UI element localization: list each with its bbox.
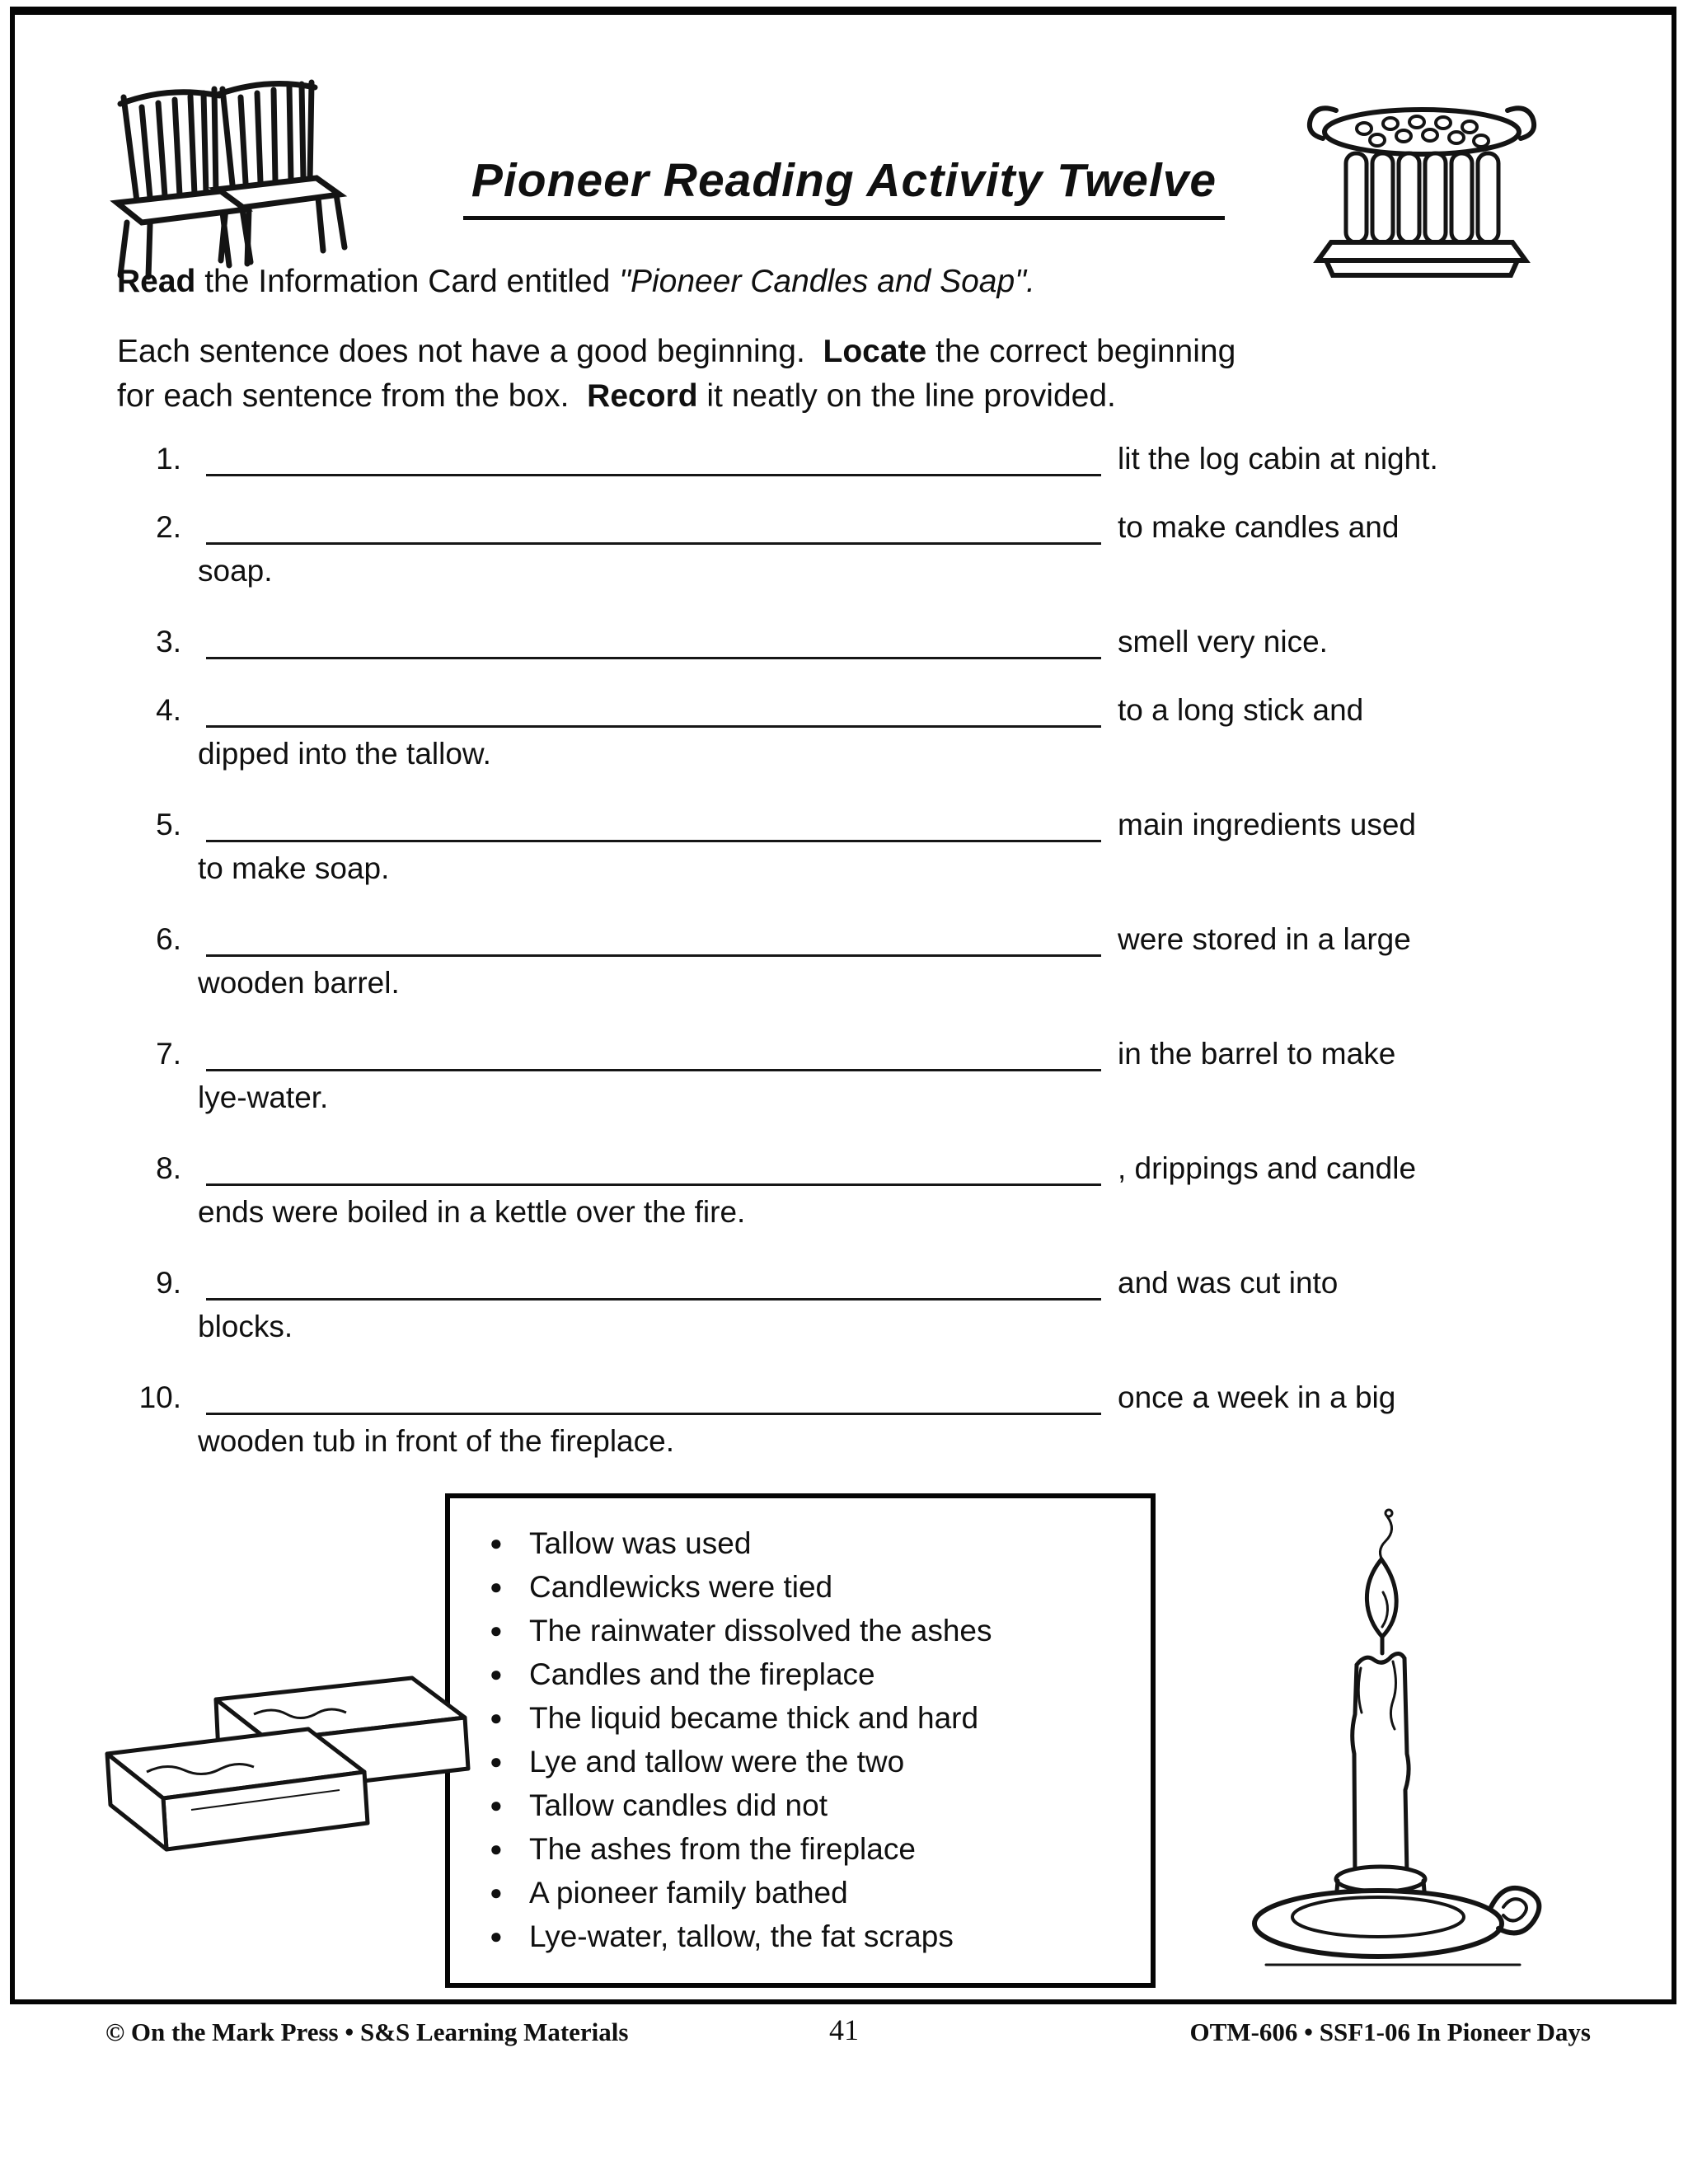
answer-option: The ashes from the fireplace [529, 1832, 916, 1866]
question-list [106, 437, 1663, 1490]
sentence-ending: , drippings and candle [1118, 1151, 1417, 1185]
page-title-text: Pioneer Reading Activity Twelve [463, 153, 1225, 220]
instruction-text: it neatly on the line provided. [697, 378, 1116, 414]
answer-blank-line [206, 508, 1101, 545]
answer-choices-box [445, 1493, 1156, 1988]
answer-blank-line [206, 920, 1101, 957]
list-item [490, 1827, 1136, 1871]
question-number: 7. [156, 1037, 181, 1071]
bullet-icon: ● [490, 1530, 503, 1555]
bullet-icon: ● [490, 1793, 503, 1817]
instruction-line-1 [117, 264, 1606, 300]
question-number: 10. [138, 1380, 181, 1414]
sentence-continuation: dipped into the tallow. [198, 737, 491, 771]
answer-option: Tallow candles did not [529, 1788, 828, 1822]
list-item [490, 1652, 1136, 1696]
card-title-italic: "Pioneer Candles and Soap". [619, 264, 1035, 299]
sentence-continuation: ends were boiled in a kettle over the fire. [198, 1195, 746, 1229]
list-item [490, 1783, 1136, 1827]
page-title [0, 153, 1688, 220]
bullet-icon: ● [490, 1924, 503, 1948]
question-number: 2. [156, 510, 181, 544]
list-item [490, 1565, 1136, 1609]
sentence-continuation: lye-water. [198, 1080, 329, 1114]
sentence-ending: once a week in a big [1118, 1380, 1396, 1414]
answer-option: Tallow was used [529, 1526, 752, 1560]
sentence-ending: to make candles and [1118, 510, 1400, 544]
answer-option: The liquid became thick and hard [529, 1701, 979, 1735]
answer-option: A pioneer family bathed [529, 1876, 848, 1910]
instruction-bold-record: Record [587, 378, 698, 414]
instruction-text: the Information Card entitled [195, 264, 620, 299]
answer-blank-line [206, 439, 1101, 476]
bullet-icon: ● [490, 1749, 503, 1774]
answer-blank-line [206, 1378, 1101, 1415]
question-number: 3. [156, 625, 181, 658]
answer-blank-line [206, 622, 1101, 659]
answer-choices-list [490, 1521, 1136, 1958]
answer-blank-line [206, 1149, 1101, 1186]
page-number: 41 [829, 2013, 859, 2046]
sentence-continuation: to make soap. [198, 851, 390, 885]
bullet-icon: ● [490, 1880, 503, 1905]
sentence-ending: in the barrel to make [1118, 1037, 1396, 1071]
question-item-4 [106, 688, 1663, 774]
answer-blank-line [206, 1034, 1101, 1071]
list-item [490, 1871, 1136, 1915]
answer-option: Lye and tallow were the two [529, 1745, 905, 1779]
question-item-7 [106, 1032, 1663, 1118]
bullet-icon: ● [490, 1618, 503, 1643]
question-item-9 [106, 1261, 1663, 1347]
sentence-ending: lit the log cabin at night. [1118, 442, 1438, 476]
answer-option: Lye-water, tallow, the fat scraps [529, 1919, 954, 1953]
sentence-ending: smell very nice. [1118, 625, 1328, 658]
question-item-10 [106, 1376, 1663, 1461]
question-item-3 [106, 620, 1663, 659]
answer-blank-line [206, 805, 1101, 842]
soap-bars-illustration-icon [92, 1648, 480, 1867]
list-item [490, 1521, 1136, 1565]
question-number: 4. [156, 693, 181, 727]
question-item-5 [106, 803, 1663, 888]
sentence-ending: main ingredients used [1118, 808, 1416, 841]
sentence-continuation: wooden barrel. [198, 966, 400, 1000]
sentence-continuation: blocks. [198, 1310, 293, 1343]
instruction-bold-read: Read [117, 264, 196, 299]
bullet-icon: ● [490, 1661, 503, 1686]
question-item-1 [106, 437, 1663, 476]
list-item [490, 1915, 1136, 1958]
bullet-icon: ● [490, 1574, 503, 1599]
sentence-ending: were stored in a large [1118, 922, 1411, 956]
list-item [490, 1696, 1136, 1740]
question-number: 1. [156, 442, 181, 476]
question-item-6 [106, 917, 1663, 1003]
footer-publisher: © On the Mark Press • S&S Learning Materials [106, 2018, 629, 2046]
list-item [490, 1609, 1136, 1652]
instruction-bold-locate: Locate [823, 334, 927, 369]
instruction-text: the correct beginning [926, 334, 1236, 369]
question-number: 5. [156, 808, 181, 841]
instruction-text: for each sentence from the box. [117, 378, 588, 414]
question-item-8 [106, 1146, 1663, 1232]
list-item [490, 1740, 1136, 1783]
bullet-icon: ● [490, 1705, 503, 1730]
question-number: 8. [156, 1151, 181, 1185]
question-item-2 [106, 505, 1663, 591]
candle-illustration-icon [1197, 1507, 1551, 2001]
answer-option: The rainwater dissolved the ashes [529, 1614, 992, 1647]
sentence-ending: and was cut into [1118, 1266, 1339, 1300]
question-number: 6. [156, 922, 181, 956]
question-number: 9. [156, 1266, 181, 1300]
answer-blank-line [206, 691, 1101, 728]
instruction-text: Each sentence does not have a good beginning. [117, 334, 823, 369]
sentence-continuation: soap. [198, 554, 273, 588]
sentence-ending: to a long stick and [1118, 693, 1364, 727]
answer-option: Candles and the fireplace [529, 1657, 875, 1691]
answer-blank-line [206, 1263, 1101, 1301]
answer-option: Candlewicks were tied [529, 1570, 833, 1604]
instruction-line-2 [117, 330, 1606, 419]
sentence-continuation: wooden tub in front of the fireplace. [198, 1424, 674, 1458]
footer-product-code: OTM-606 • SSF1-06 In Pioneer Days [1189, 2018, 1591, 2046]
bullet-icon: ● [490, 1836, 503, 1861]
